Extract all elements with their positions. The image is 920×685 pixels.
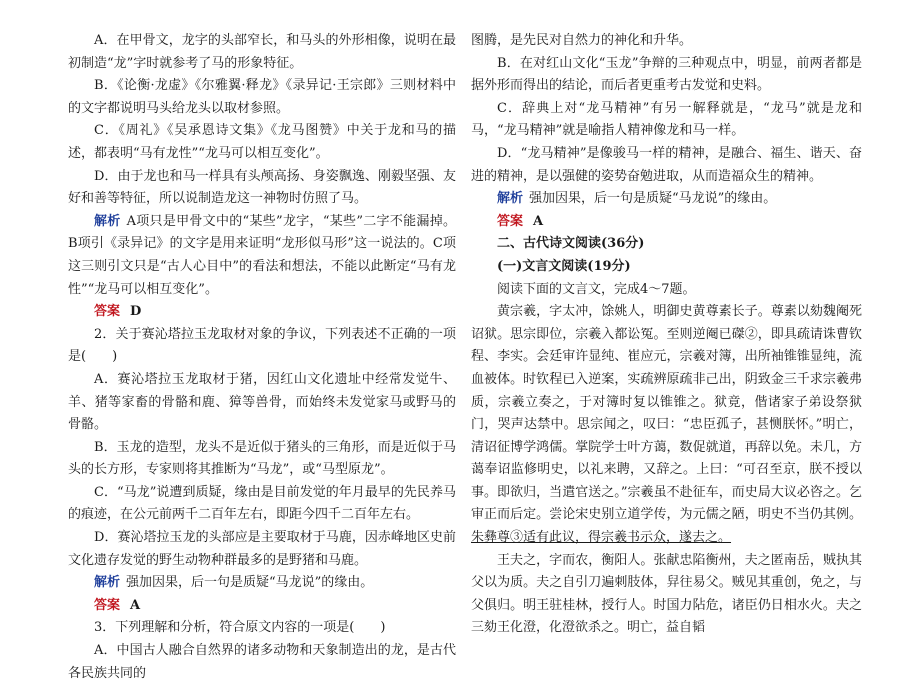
explanation-text: 强加因果，后一句是质疑“马龙说”的缘由。 <box>529 191 777 207</box>
explanation-label: 解析 <box>94 575 121 591</box>
answer-value: A <box>533 213 544 229</box>
answer-value: A <box>130 597 141 613</box>
text-paragraph <box>471 143 862 188</box>
explanation-text: A项只是甲骨文中的“某些”龙字，“某些”二字不能漏掉。B项引《录异记》的文字是用来证明“龙形似马形”这一说法的。C项这三则引文只是“古人心目中”的看法和想法，不能以此断定“马有龙性”“龙马可以相互变化”。 <box>68 213 456 297</box>
answer-paragraph <box>471 211 862 234</box>
paragraph-text: C．《周礼》《吴承恩诗文集》《龙马图赞》中关于龙和马的描述，都表明“马有龙性”“龙马可以相互变化”。 <box>68 123 456 161</box>
explanation-paragraph <box>68 211 456 301</box>
answer-paragraph <box>68 595 456 618</box>
paragraph-text: 3．下列理解和分析，符合原文内容的一项是( ) <box>94 620 386 636</box>
paragraph-text: 黄宗羲，字太冲，馀姚人，明御史黄尊素长子。尊素以劾魏阉死诏狱。思宗即位，宗羲入都讼冤。至则逆阉已磔②，即具疏请诛曹钦程、李实。会廷审许显纯、崔应元，宗羲对簿，出所袖锥锥显纯，流血被体。时钦程已入逆案，实疏辨原疏非己出，阴致金三千求宗羲弗质，宗羲立奏之，于对簿时复以锥锥之。狱竟，偕诸家子弟设祭狱门，哭声达禁中。思宗闻之，叹曰：“忠臣孤子，甚恻朕怀。”明亡，清诏征博学鸿儒。掌院学士叶方蔼，数促就道，再辞以免。未几，方蔼奉诏监修明史，以礼来聘，又辞之。上曰：“可召至京，朕不授以事。即欲归，当遣官送之。”宗羲虽不赴征车，而史局大议必咨之。乞审正而后定。尝论宋史别立道学传，为元儒之陋，明史不当仍其例。 <box>471 304 862 523</box>
explanation-text: 强加因果，后一句是质疑“马龙说”的缘由。 <box>126 575 374 591</box>
text-paragraph <box>68 120 456 165</box>
paragraph-text: A．中国古人融合自然界的诸多动物和天象制造出的龙，是古代各民族共同的 <box>68 643 456 681</box>
text-paragraph <box>471 550 862 640</box>
paragraph-text: C．辞典上对“龙马精神”有另一解释就是，“龙马”就是龙和马，“龙马精神”就是喻指人精神像龙和马一样。 <box>471 100 862 139</box>
text-paragraph <box>471 53 862 98</box>
text-paragraph <box>471 279 862 302</box>
text-paragraph <box>68 166 456 211</box>
text-paragraph <box>68 75 456 120</box>
answer-value: D <box>130 304 142 320</box>
answer-paragraph <box>68 301 456 324</box>
paragraph-text: 王夫之，字而农，衡阳人。张献忠陷衡州，夫之匿南岳，贼执其父以为质。夫之自引刀遍刺肢体，舁往易父。贼见其重创，免之，与父俱归。明王驻桂林，授行人。时国力阽危，诸臣仍日相水火。夫之三劾王化澄，化澄欲杀之。明亡，益自韬 <box>471 552 862 636</box>
paragraph-text: B．在对红山文化“玉龙”争辩的三种观点中，明显，前两者都是据外形而得出的结论，而后者更重考古发觉和史料。 <box>471 55 862 94</box>
section-heading <box>471 233 862 256</box>
answer-label: 答案 <box>94 597 121 613</box>
text-paragraph <box>68 437 456 482</box>
right-column <box>471 30 862 640</box>
answer-label: 答案 <box>497 213 524 229</box>
paragraph-text: (一)文言文阅读(19分) <box>497 258 631 274</box>
paragraph-text: B．玉龙的造型，龙头不是近似于猪头的三角形，而是近似于马头的长方形，专家则将其推断为“马龙”，或“马型原龙”。 <box>68 439 456 478</box>
paragraph-text: B．《论衡·龙虚》《尔雅翼·释龙》《录异记·王宗郎》三则材料中的文字都说明马头给龙头以取材参照。 <box>68 78 456 116</box>
explanation-label: 解析 <box>94 213 121 229</box>
left-column <box>68 30 456 685</box>
text-paragraph <box>68 324 456 369</box>
answer-label: 答案 <box>94 304 121 320</box>
section-heading <box>471 256 862 279</box>
text-paragraph <box>68 30 456 75</box>
paragraph-text: 二、古代诗文阅读(36分) <box>497 236 645 252</box>
paragraph-text: C．“马龙”说遭到质疑，缘由是目前发觉的年月最早的先民养马的痕迹，在公元前两千二百年左右，即距今四千二百年左右。 <box>68 484 456 523</box>
paragraph-text: 阅读下面的文言文，完成4～7题。 <box>497 281 696 297</box>
paragraph-text: 2．关于赛沁塔拉玉龙取材对象的争议，下列表述不正确的一项是( ) <box>68 326 456 365</box>
text-paragraph <box>68 527 456 572</box>
paragraph-text: A．赛沁塔拉玉龙取材于猪，因红山文化遗址中经常发觉牛、羊、猪等家畜的骨骼和鹿、獐等兽骨，而始终未发觉家马或野马的骨骼。 <box>68 371 456 433</box>
explanation-label: 解析 <box>497 191 524 207</box>
text-paragraph <box>471 30 862 53</box>
text-paragraph <box>68 617 456 640</box>
explanation-paragraph <box>471 188 862 211</box>
explanation-paragraph <box>68 572 456 595</box>
text-paragraph <box>471 301 862 550</box>
paragraph-text: D．“龙马精神”是像骏马一样的精神，是融合、福生、谐天、奋进的精神，是以强健的姿势奋勉进取，从而造福众生的精神。 <box>471 145 862 184</box>
text-paragraph <box>68 369 456 437</box>
paragraph-text: D．由于龙也和马一样具有头颅高扬、身姿飘逸、刚毅坚强、友好和善等特征，所以说制造龙这一神物时仿照了马。 <box>68 168 456 207</box>
text-paragraph <box>68 482 456 527</box>
paragraph-text: 图腾，是先民对自然力的神化和升华。 <box>471 33 693 48</box>
underlined-sentence: 朱彝尊③适有此议，得宗羲书示众，遂去之。 <box>471 530 732 546</box>
paragraph-text: A．在甲骨文，龙字的头部窄长，和马头的外形相像，说明在最初制造“龙”字时就参考了马的形象特征。 <box>68 33 456 71</box>
text-paragraph <box>68 640 456 685</box>
paragraph-text: D．赛沁塔拉玉龙的头部应是主要取材于马鹿，因赤峰地区史前文化遗存发觉的野生动物种群最多的是野猪和马鹿。 <box>68 530 456 568</box>
text-paragraph <box>471 98 862 143</box>
